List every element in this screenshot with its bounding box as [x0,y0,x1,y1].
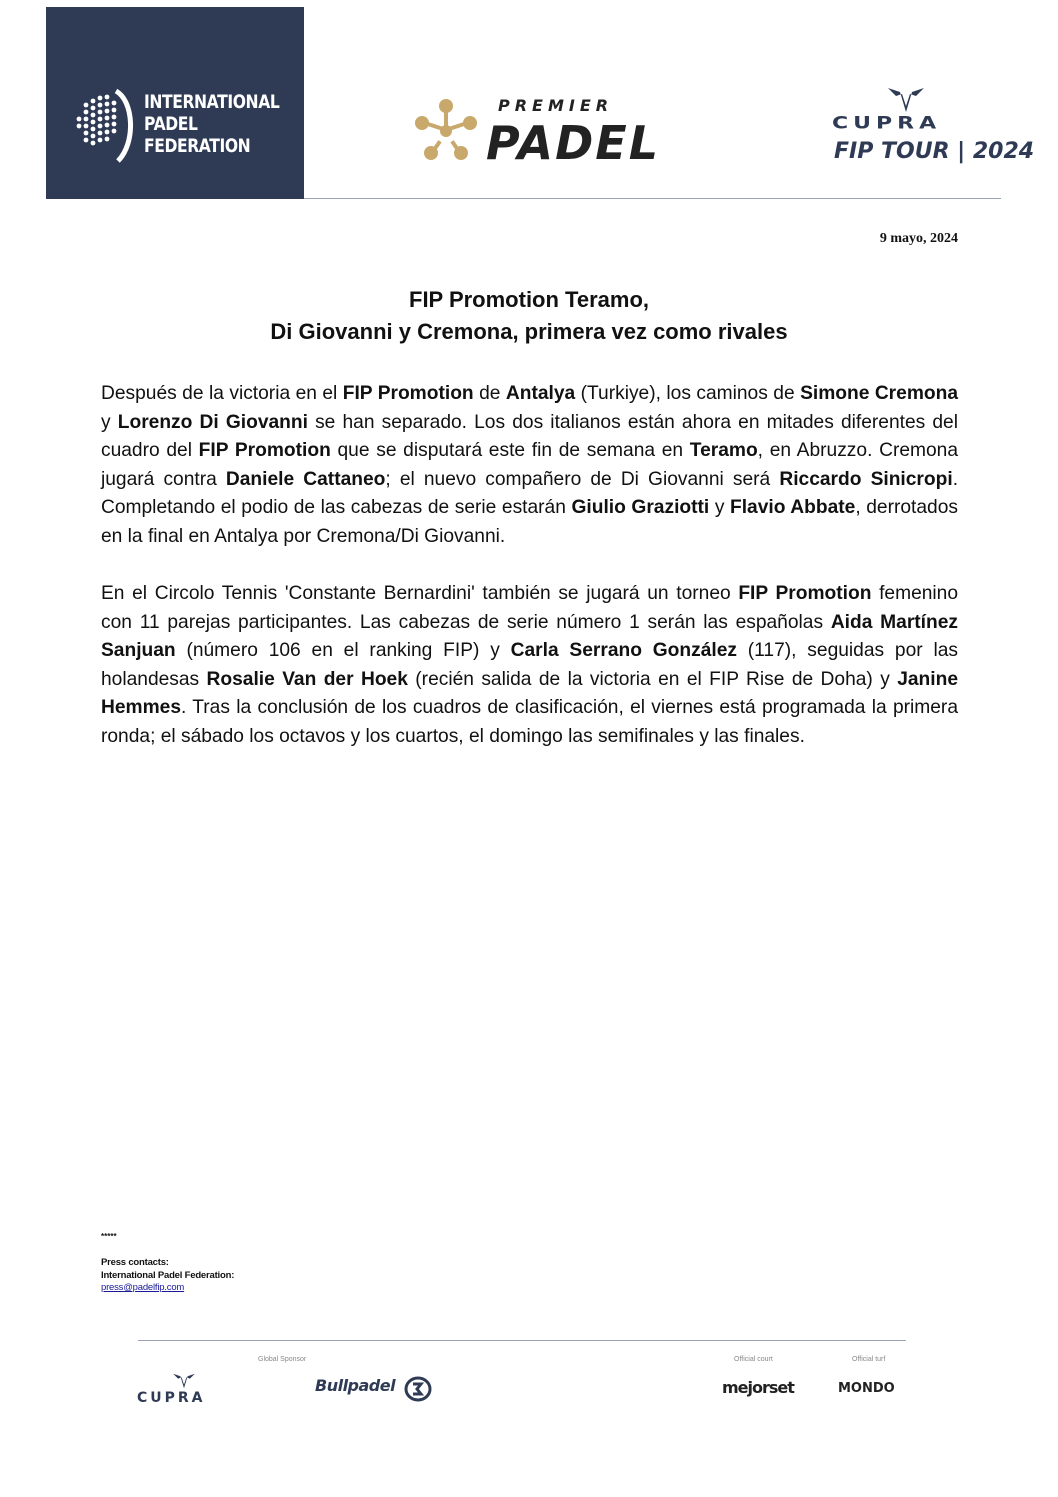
padel-label: PADEL [486,116,661,170]
fip-logo-line: FEDERATION [144,135,251,157]
text-run: . Tras la conclusión de los cuadros de clasificación, el viernes está programada la primera ronda; el sábado los octavos y los cuartos, el domingo las semifinales y las finales. [101,697,958,747]
press-heading: Press contacts: [101,1257,169,1268]
text-run: Después de la victoria en el [101,383,343,404]
bold-text: FIP Promotion [738,583,872,604]
fip-tour-label: FIP TOUR | 2024 [834,139,1035,164]
text-run: de [473,383,506,404]
premier-padel-star-icon [412,98,480,164]
bold-text: FIP Promotion [198,440,331,462]
text-run: (recién salida de la victoria en el FIP Rise de Doha) y [407,668,898,690]
text-run: , en Abruzzo. Cremona jugará contra [101,440,959,490]
cupra-label: CUPRA [832,114,942,133]
bold-text: Rosalie Van der Hoek [206,668,408,690]
bold-text: Lorenzo Di Giovanni [117,411,308,433]
bold-text: Carla Serrano González [510,640,737,662]
padel-racket-icon [76,85,138,167]
premier-label: PREMIER [498,96,614,115]
bold-text: FIP Promotion [342,383,474,404]
mejorset-label: mejorset [722,1378,794,1397]
text-run: ; el nuevo compañero de Di Giovanni será [385,468,780,490]
title-line: Di Giovanni y Cremona, primera vez como rivales [270,319,788,344]
mondo-label: MONDO [838,1381,895,1396]
official-court-label: Official court [734,1356,773,1363]
text-run: , derrotados en la final en Antalya por Cremona/Di Giovanni. [101,497,958,547]
global-sponsor-label: Global Sponsor [258,1356,307,1363]
document-title [0,284,1058,348]
bold-text: Flavio Abbate [730,497,856,519]
text-run: femenino con 11 parejas participantes. Las cabezas de serie número 1 serán las españolas [101,583,959,633]
fip-logo-line: PADEL [144,113,198,135]
bold-text: Giulio Graziotti [571,497,710,519]
cupra-logo-icon [172,1372,196,1390]
bold-text: Teramo [689,440,758,462]
text-run: . Completando el podio de las cabezas de serie estarán [101,468,959,519]
separator: ***** [101,1232,117,1241]
title-line: FIP Promotion Teramo, [409,287,649,312]
fip-logo-text [144,91,279,157]
text-run: (número 106 en el ranking FIP) y [175,640,511,662]
text-run: y [101,411,118,433]
official-turf-label: Official turf [852,1356,886,1363]
text-run: que se disputará este fin de semana en [330,440,690,462]
footer-cupra-label: CUPRA [137,1390,206,1406]
fip-logo-line: INTERNATIONAL [144,91,280,113]
fip-logo-panel [46,7,304,199]
footer-divider [138,1340,906,1341]
bold-text: Janine Hemmes [101,668,958,719]
press-organization: International Padel Federation: [101,1269,235,1281]
bullpadel-label: Bullpadel [315,1376,396,1395]
text-run: En el Circolo Tennis 'Constante Bernardini' también se jugará un torneo [101,583,739,604]
bold-text: Aida Martínez Sanjuan [101,611,958,662]
body-paragraph [101,580,958,752]
bold-text: Simone Cremona [800,383,958,404]
header-divider [304,198,1001,199]
bold-text: Daniele Cattaneo [225,468,386,490]
text-run: se han separado. Los dos italianos están ahora en mitades diferentes del cuadro del [101,411,958,462]
document-date: 9 mayo, 2024 [879,231,958,246]
bold-text: Antalya [505,383,576,404]
body-paragraph [101,380,958,552]
text-run: (117), seguidas por las holandesas [101,640,958,690]
bullpadel-logo-icon [404,1376,432,1402]
press-email-link[interactable]: press@padelfip.com [101,1282,185,1293]
press-contacts [101,1257,234,1295]
bold-text: Riccardo Sinicropi [779,468,953,490]
text-run: y [709,497,730,519]
text-run: (Turkiye), los caminos de [575,383,801,404]
cupra-logo-icon [886,86,926,114]
